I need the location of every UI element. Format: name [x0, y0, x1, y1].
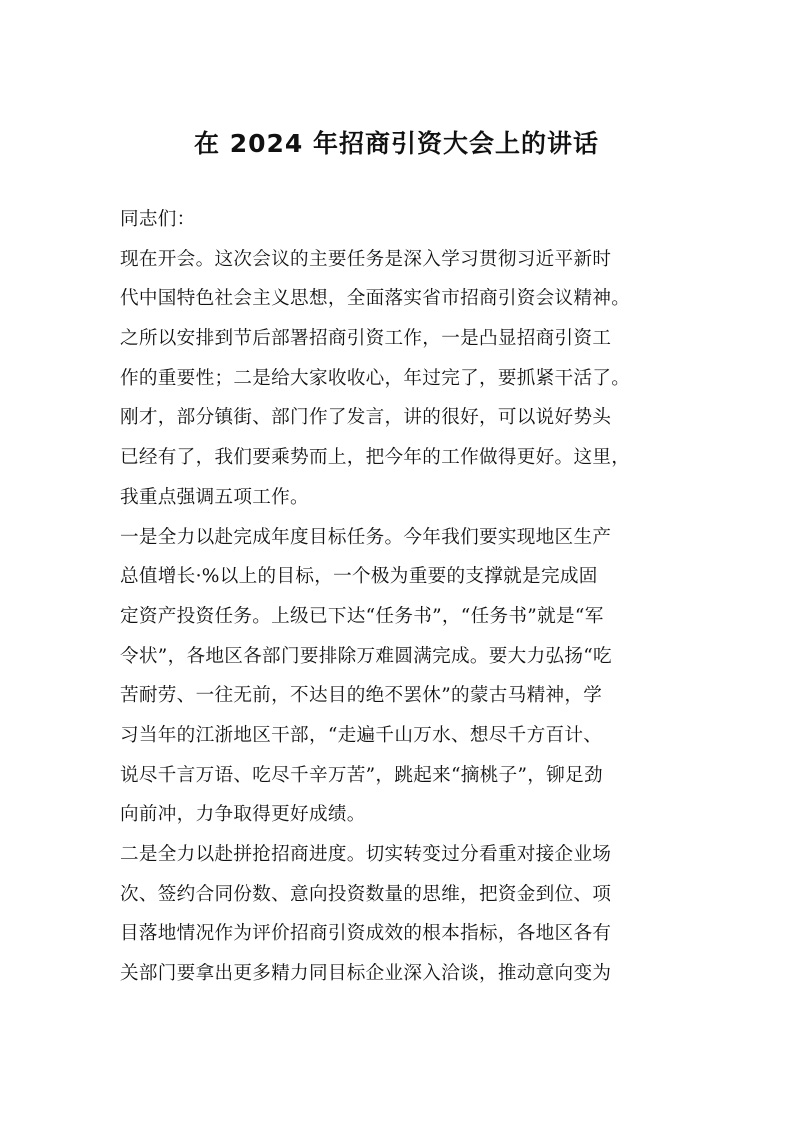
text-line: 向前冲，力争取得更好成绩。	[120, 804, 366, 826]
text-line: 苦耐劳、一往无前，不达目的绝不罢休”的蒙古马精神，学	[120, 685, 603, 707]
text-line: 次、签约合同份数、意向投资数量的思维，把资金到位、项	[120, 883, 612, 905]
text-line: 代中国特色社会主义思想，全面落实省市招商引资会议精神。	[120, 288, 631, 310]
text-line: 关部门要拿出更多精力同目标企业深入洽谈，推动意向变为	[120, 963, 612, 985]
page-title: 在 2024 年招商引资大会上的讲话	[194, 129, 599, 158]
text-line: 目落地情况作为评价招商引资成效的根本指标，各地区各有	[120, 923, 612, 945]
speech-body	[120, 200, 700, 994]
text-line: 我重点强调五项工作。	[120, 486, 309, 508]
text-line: 已经有了，我们要乘势而上，把今年的工作做得更好。这里，	[120, 447, 631, 469]
text-line: 定资产投资任务。上级已下达“任务书”，“任务书”就是“军	[120, 605, 604, 627]
text-line: 一是全力以赴完成年度目标任务。今年我们要实现地区生产	[120, 526, 612, 548]
text-line: 习当年的江浙地区干部，“走遍千山万水、想尽千方百计、	[120, 724, 603, 746]
text-line: 总值增长·%以上的目标，一个极为重要的支撑就是完成固	[120, 566, 598, 588]
text-line: 同志们：	[120, 209, 196, 230]
text-line: 之所以安排到节后部署招商引资工作，一是凸显招商引资工	[120, 328, 612, 350]
text-line: 令状”，各地区各部门要排除万难圆满完成。要大力弘扬“吃	[120, 645, 612, 667]
text-line: 说尽千言万语、吃尽千辛万苦”，跳起来“摘桃子”，铆足劲	[120, 764, 603, 786]
text-line: 二是全力以赴拼抢招商进度。切实转变过分看重对接企业场	[120, 844, 612, 865]
text-line: 现在开会。这次会议的主要任务是深入学习贯彻习近平新时	[120, 248, 612, 270]
text-line: 刚才，部分镇街、部门作了发言，讲的很好，可以说好势头	[120, 407, 612, 429]
text-line: 作的重要性；二是给大家收收心，年过完了，要抓紧干活了。	[120, 367, 631, 389]
